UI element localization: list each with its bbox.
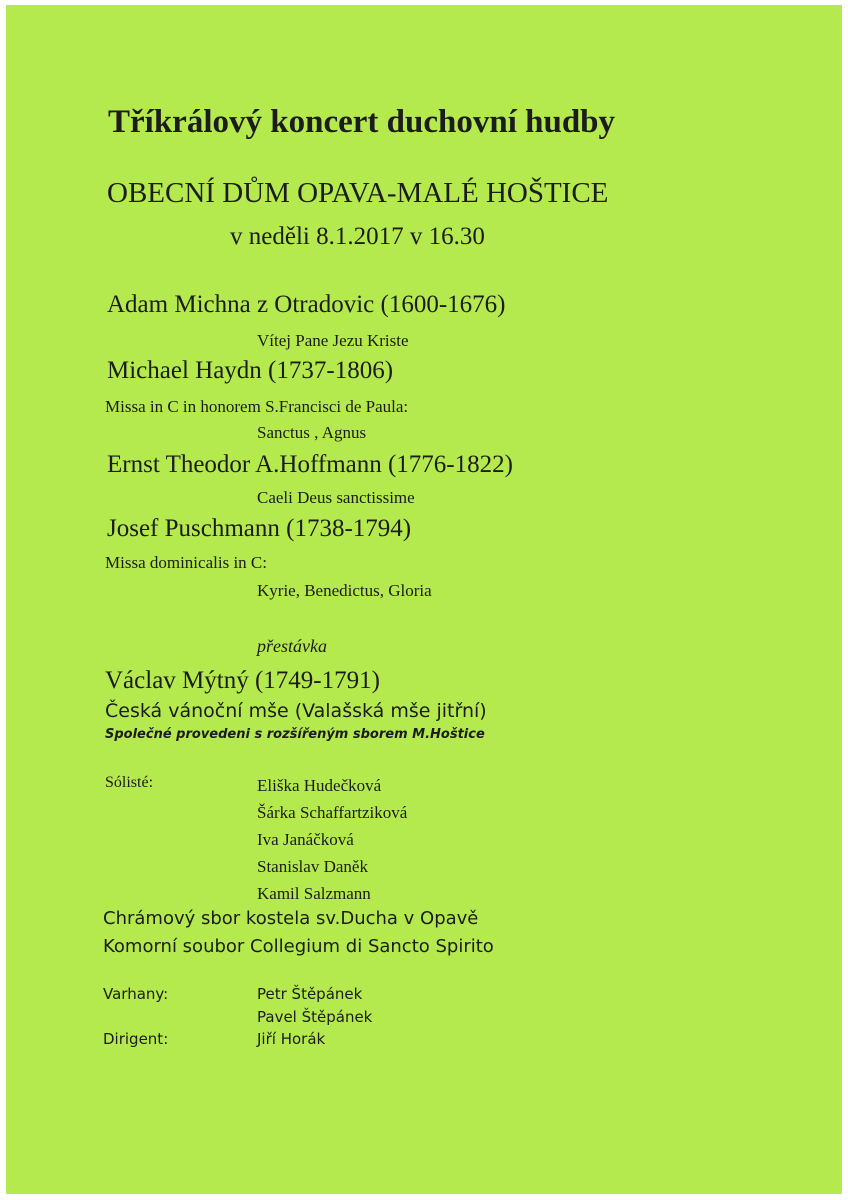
soloist-name: Eliška Hudečková — [257, 776, 382, 795]
composer-puschmann: Josef Puschmann (1738-1794) — [107, 515, 412, 542]
composer-michna: Adam Michna z Otradovic (1600-1676) — [107, 291, 506, 318]
soloist-name: Iva Janáčková — [257, 830, 354, 849]
conductor-label: Dirigent: — [103, 1030, 169, 1048]
organ-label: Varhany: — [103, 985, 169, 1003]
date-time: v neděli 8.1.2017 v 16.30 — [230, 223, 485, 250]
concert-title: Tříkrálový koncert duchovní hudby — [108, 104, 616, 140]
composer-haydn: Michael Haydn (1737-1806) — [107, 357, 394, 384]
work-haydn-parts: Sanctus , Agnus — [257, 423, 367, 442]
work-haydn-mass: Missa in C in honorem S.Francisci de Paula: — [105, 397, 409, 416]
intermission: přestávka — [257, 636, 327, 656]
work-puschmann-mass: Missa dominicalis in C: — [105, 553, 267, 572]
work-puschmann-parts: Kyrie, Benedictus, Gloria — [257, 581, 432, 600]
work-michna: Vítej Pane Jezu Kriste — [257, 331, 409, 350]
ensemble-chamber: Komorní soubor Collegium di Sancto Spirito — [103, 936, 494, 957]
performance-note: Společné provedeni s rozšířeným sborem M.Hoštice — [105, 727, 485, 742]
composer-mytny: Václav Mýtný (1749-1791) — [105, 667, 380, 694]
soloist-name: Kamil Salzmann — [257, 884, 371, 903]
soloist-name: Stanislav Daněk — [257, 857, 368, 876]
organist-name: Pavel Štěpánek — [257, 1008, 373, 1026]
ensemble-choir: Chrámový sbor kostela sv.Ducha v Opavě — [103, 908, 479, 929]
soloist-name: Šárka Schaffartziková — [257, 803, 408, 822]
conductor-name: Jiří Horák — [257, 1030, 326, 1048]
venue: OBECNÍ DŮM OPAVA-MALÉ HOŠTICE — [107, 177, 609, 209]
composer-hoffmann: Ernst Theodor A.Hoffmann (1776-1822) — [107, 451, 513, 478]
work-mytny: Česká vánoční mše (Valašská mše jitřní) — [105, 700, 487, 722]
organist-name: Petr Štěpánek — [257, 985, 363, 1003]
soloists-label: Sólisté: — [105, 774, 154, 791]
work-hoffmann: Caeli Deus sanctissime — [257, 488, 415, 507]
